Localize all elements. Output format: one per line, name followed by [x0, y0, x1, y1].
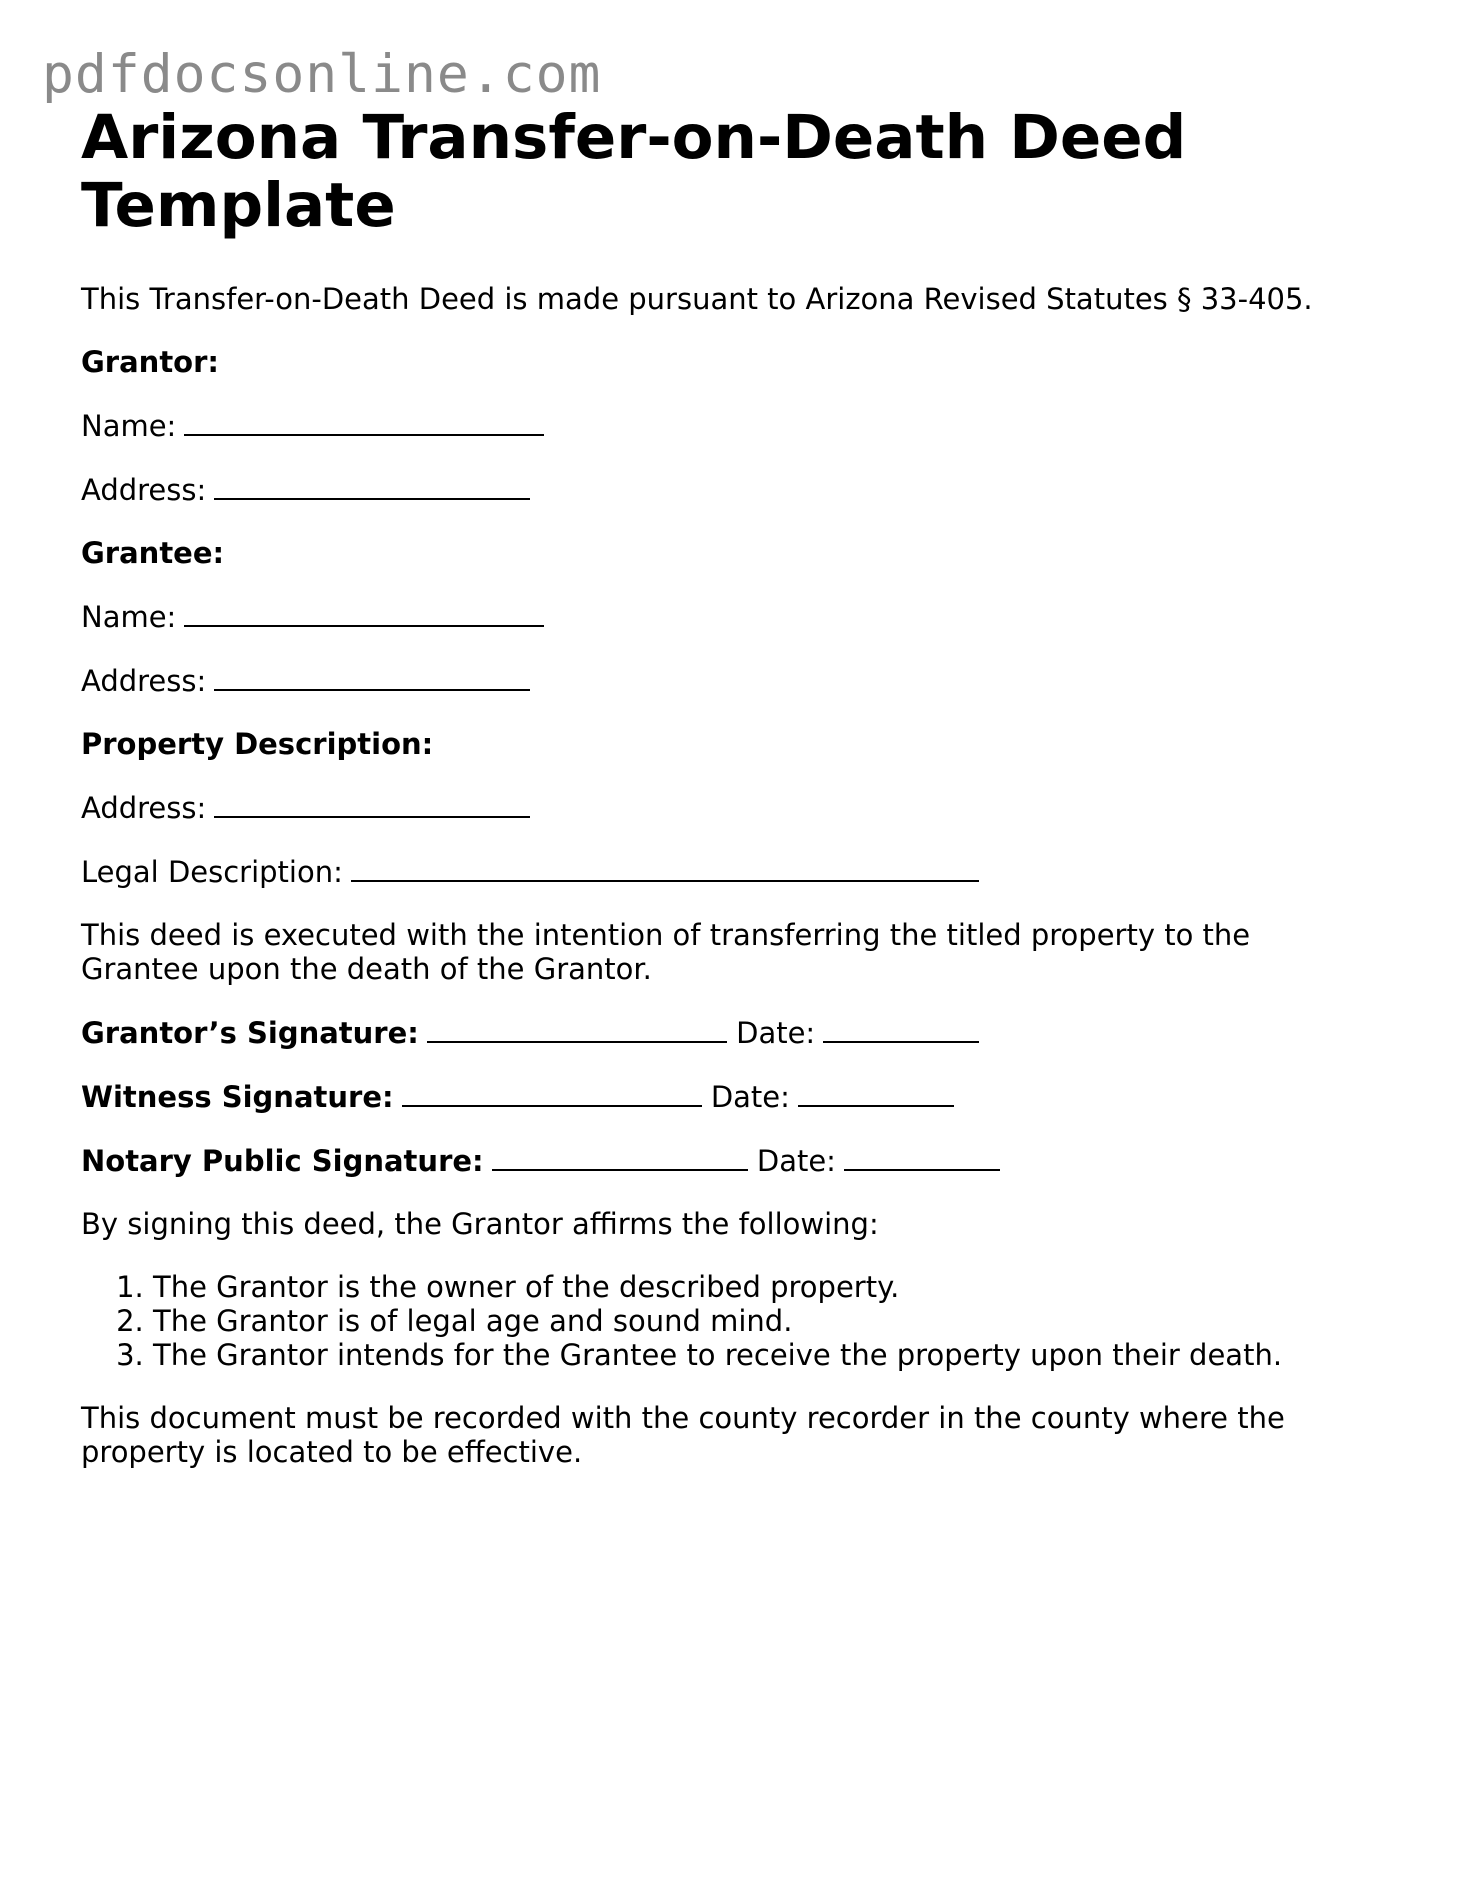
- grantee-name-row: [81, 599, 1381, 634]
- witness-signature-label: Witness Signature:: [81, 1080, 394, 1114]
- grantee-heading: Grantee:: [81, 536, 225, 570]
- grantor-date-label: Date:: [736, 1016, 816, 1050]
- grantor-signature-field[interactable]: [427, 1015, 727, 1043]
- watermark: pdfdocsonline.com: [42, 44, 602, 105]
- property-heading: Property Description:: [81, 727, 434, 761]
- witness-date-label: Date:: [710, 1080, 790, 1114]
- intention-text: This deed is executed with the intention of transferring the titled property to the Grantee upon the death of the Grantor.: [81, 918, 1251, 986]
- list-item: 1. The Grantor is the owner of the described property.: [153, 1270, 1381, 1304]
- intro-text: This Transfer-on-Death Deed is made pursuant to Arizona Revised Statutes § 33-405.: [81, 282, 1313, 316]
- grantee-address-field[interactable]: [214, 663, 530, 691]
- grantor-date-field[interactable]: [823, 1015, 979, 1043]
- grantor-signature-label: Grantor’s Signature:: [81, 1016, 419, 1050]
- notary-date-field[interactable]: [844, 1143, 1000, 1171]
- legal-description-row: [81, 854, 1381, 889]
- page-title: Arizona Transfer-on-Death Deed Template: [81, 102, 1187, 241]
- list-item: 2. The Grantor is of legal age and sound mind.: [153, 1304, 1381, 1338]
- document-page: [81, 104, 1381, 1469]
- affirm-intro: By signing this deed, the Grantor affirms the following:: [81, 1207, 879, 1241]
- property-address-field[interactable]: [214, 790, 530, 818]
- grantor-name-label: Name:: [81, 409, 177, 443]
- grantee-name-field[interactable]: [184, 599, 544, 627]
- grantor-heading: Grantor:: [81, 345, 220, 379]
- legal-description-field[interactable]: [351, 854, 979, 882]
- list-item: 3. The Grantor intends for the Grantee to receive the property upon their death.: [153, 1338, 1381, 1372]
- grantor-address-label: Address:: [81, 473, 207, 507]
- affirmation-list: [81, 1270, 1381, 1372]
- grantor-address-field[interactable]: [214, 472, 530, 500]
- grantor-signature-row: [81, 1015, 1381, 1050]
- legal-description-label: Legal Description:: [81, 855, 343, 889]
- witness-date-field[interactable]: [798, 1079, 954, 1107]
- notary-signature-row: [81, 1143, 1381, 1178]
- grantor-address-row: [81, 472, 1381, 507]
- grantee-name-label: Name:: [81, 600, 177, 634]
- notary-signature-label: Notary Public Signature:: [81, 1144, 484, 1178]
- recording-note: This document must be recorded with the county recorder in the county where the property is located to be effective.: [81, 1401, 1285, 1469]
- grantee-address-row: [81, 663, 1381, 698]
- notary-date-label: Date:: [756, 1144, 836, 1178]
- notary-signature-field[interactable]: [492, 1143, 748, 1171]
- grantor-name-row: [81, 408, 1381, 443]
- property-address-row: [81, 790, 1381, 825]
- witness-signature-row: [81, 1079, 1381, 1114]
- property-address-label: Address:: [81, 791, 207, 825]
- grantee-address-label: Address:: [81, 664, 207, 698]
- grantor-name-field[interactable]: [184, 408, 544, 436]
- witness-signature-field[interactable]: [402, 1079, 702, 1107]
